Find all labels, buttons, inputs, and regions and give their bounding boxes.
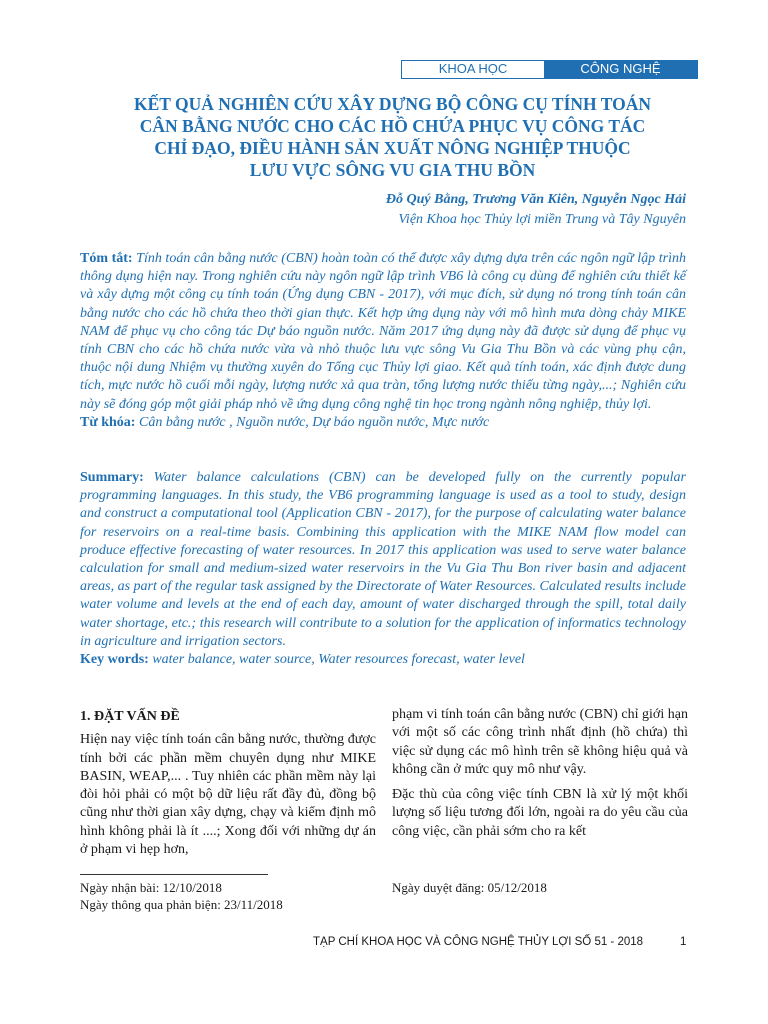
keywords-en-text: water balance, water source, Water resources forecast, water level bbox=[148, 652, 525, 668]
keywords-label: Từ khóa: bbox=[80, 414, 136, 430]
journal-section-header bbox=[401, 60, 698, 79]
section-heading: 1. ĐẶT VẤN ĐỀ bbox=[80, 709, 180, 724]
abstract-english bbox=[80, 469, 686, 669]
approved-date: Ngày duyệt đăng: 05/12/2018 bbox=[392, 880, 547, 895]
body-paragraph: Hiện nay việc tính toán cân bằng nước, thường được tính bởi các phần mềm chuyên dụng như MIKE BASIN, WEAP,... . Tuy nhiên các phần mềm này lại đòi hỏi phải có một bộ dữ liệu rất đầy đủ, đồng bộ cũng như thời gian xây dựng, chạy và kiểm định mô hình không phải là ít ....; Xong đối với những dự án ở phạm vi hẹp hơn, bbox=[80, 732, 376, 858]
column-right bbox=[392, 706, 688, 841]
title-line: KẾT QUẢ NGHIÊN CỨU XÂY DỰNG BỘ CÔNG CỤ TÍNH TOÁN bbox=[134, 94, 651, 114]
summary-label: Summary: bbox=[80, 470, 144, 485]
section-label-khoa-hoc: KHOA HỌC bbox=[402, 61, 544, 78]
abstract-vietnamese bbox=[80, 250, 686, 432]
journal-footer: TẠP CHÍ KHOA HỌC VÀ CÔNG NGHỆ THỦY LỢI SỐ 51 - 2018 bbox=[313, 936, 644, 948]
body-paragraph: phạm vi tính toán cân bằng nước (CBN) chỉ giới hạn với một số các công trình nhất định (hồ chứa) thì việc sử dụng các mô hình trên sẽ không hiệu quả và không cần ở mức quy mô như vậy. bbox=[392, 707, 688, 777]
title-line: LƯU VỰC SÔNG VU GIA THU BỒN bbox=[249, 160, 536, 180]
abstract-label: Tóm tắt: bbox=[80, 251, 133, 266]
paper-title bbox=[80, 93, 705, 181]
body-paragraph: Đặc thù của công việc tính CBN là xử lý một khối lượng số liệu tương đối lớn, ngoài ra do yêu cầu của công việc, cần phải sớm cho ra kết bbox=[392, 787, 688, 839]
title-line: CÂN BẰNG NƯỚC CHO CÁC HỒ CHỨA PHỤC VỤ CÔNG TÁC bbox=[139, 116, 646, 136]
reviewed-date: Ngày thông qua phản biện: 23/11/2018 bbox=[80, 897, 283, 912]
section-label-cong-nghe: CÔNG NGHỆ bbox=[544, 61, 697, 78]
affiliation: Viện Khoa học Thủy lợi miền Trung và Tây Nguyên bbox=[398, 212, 686, 227]
keywords-en-label: Key words: bbox=[80, 652, 149, 668]
title-line: CHỈ ĐẠO, ĐIỀU HÀNH SẢN XUẤT NÔNG NGHIỆP THUỘC bbox=[154, 138, 631, 158]
footnote-divider bbox=[80, 874, 268, 875]
column-left bbox=[80, 708, 376, 859]
abstract-text: Tính toán cân bằng nước (CBN) hoàn toàn có thể được xây dựng dựa trên các ngôn ngữ lập trình thông dụng hiện nay. Trong nghiên cứu này ngôn ngữ lập trình VB6 là công cụ dùng để nghiên cứu thiết kế và xây dựng một công cụ tính toán (Ứng dụng CBN - 2017), với mục đích, sử dụng nó trong tính toán cân bằng nước cho các hồ chứa theo thời gian thực. Kết hợp ứng dụng này với mô hình mưa dòng chảy MIKE NAM để phục vụ cho công tác Dự báo nguồn nước. Năm 2017 ứng dụng này đã được sử dụng để phục vụ tính CBN cho các hồ chứa nước vừa và nhỏ thuộc lưu vực sông Vu Gia Thu Bồn và các vùng phụ cận, thuộc nội dung Nhiệm vụ thường xuyên do Tổng cục Thủy lợi giao. Kết quả tính toán, xác định được dung tích, mực nước hồ cuối mỗi ngày, lượng nước xả qua tràn, tổng lượng nước thiếu từng ngày,...; Nghiên cứu này sẽ đóng góp một giải pháp nhỏ về ứng dụng công nghệ tin học trong ngành nông nghiệp, thủy lợi. bbox=[80, 251, 686, 412]
authors: Đỗ Quý Bằng, Trương Văn Kiên, Nguyễn Ngọc Hải bbox=[385, 192, 686, 207]
page-number: 1 bbox=[680, 936, 687, 948]
received-date: Ngày nhận bài: 12/10/2018 bbox=[80, 880, 222, 895]
keywords-text: Cân bằng nước , Nguồn nước, Dự báo nguồn nước, Mực nước bbox=[135, 414, 490, 430]
summary-text: Water balance calculations (CBN) can be developed fully on the currently popular programming languages. In this study, the VB6 programming language is used as a tool to study, design and construct a computational tool (Application CBN - 2017), for the purpose of calculating water balance for reservoirs on a real-time basis. Combining this application with the MIKE NAM flow model can produce effective forecasting of water resources. In 2017 this application was used to serve water balance calculation for small and medium-sized water reservoirs in the Vu Gia Thu Bon river basin and adjacent areas, as part of the regular task assigned by the Directorate of Water Resources. Calculated results include water volume and levels at the end of each day, amount of water discharged through the spill, total daily water shortage, etc.; this research will contribute to a solution for the application of informatics technology in agriculture and irrigation sectors. bbox=[80, 470, 686, 649]
